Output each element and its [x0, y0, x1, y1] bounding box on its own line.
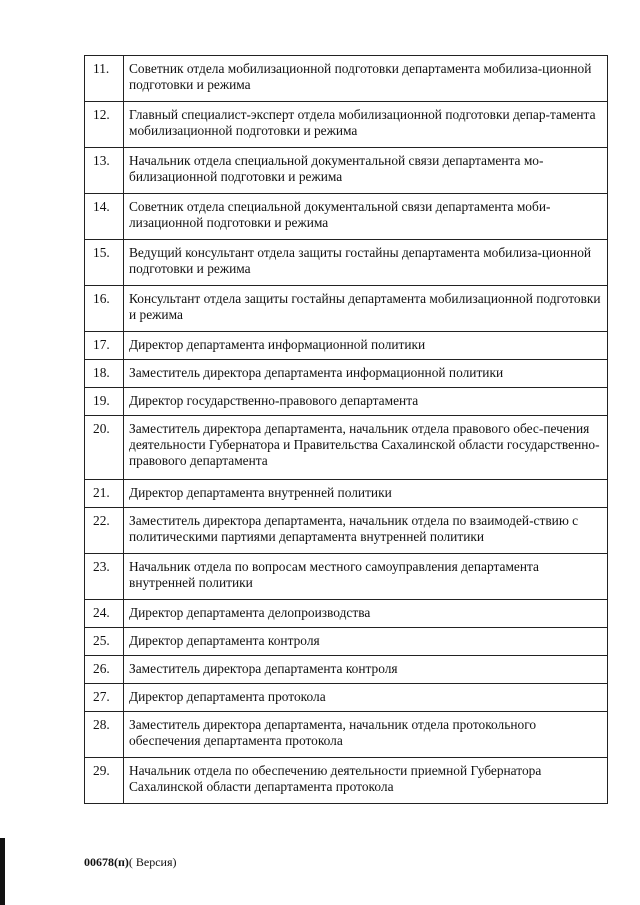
row-number: 18. — [85, 360, 124, 388]
table-row — [85, 148, 608, 194]
positions-table-body — [85, 56, 608, 804]
table-row — [85, 508, 608, 554]
table-row — [85, 712, 608, 758]
position-title: Главный специалист-эксперт отдела мобилизационной подготовки депар-тамента мобилизационной подготовки и режима — [124, 102, 608, 148]
table-row — [85, 480, 608, 508]
row-number: 19. — [85, 388, 124, 416]
position-title: Начальник отдела по обеспечению деятельности приемной Губернатора Сахалинской области департамента протокола — [124, 758, 608, 804]
row-number: 29. — [85, 758, 124, 804]
row-number: 22. — [85, 508, 124, 554]
row-number: 25. — [85, 628, 124, 656]
row-number: 16. — [85, 286, 124, 332]
row-number: 27. — [85, 684, 124, 712]
position-title: Консультант отдела защиты гостайны департамента мобилизационной подготовки и режима — [124, 286, 608, 332]
table-row — [85, 758, 608, 804]
row-number: 21. — [85, 480, 124, 508]
row-number: 14. — [85, 194, 124, 240]
row-number: 11. — [85, 56, 124, 102]
row-number: 28. — [85, 712, 124, 758]
position-title: Директор департамента контроля — [124, 628, 608, 656]
position-title: Директор департамента внутренней политики — [124, 480, 608, 508]
table-row — [85, 360, 608, 388]
position-title: Заместитель директора департамента, начальник отдела правового обес-печения деятельности Губернатора и Правительства Сахалинской области государственно-правового департамента — [124, 416, 608, 480]
table-row — [85, 416, 608, 480]
table-row — [85, 628, 608, 656]
row-number: 24. — [85, 600, 124, 628]
row-number: 26. — [85, 656, 124, 684]
position-title: Директор государственно-правового департамента — [124, 388, 608, 416]
table-row — [85, 240, 608, 286]
row-number: 12. — [85, 102, 124, 148]
position-title: Директор департамента делопроизводства — [124, 600, 608, 628]
document-footer — [84, 855, 177, 870]
position-title: Советник отдела специальной документальной связи департамента моби-лизационной подготовки и режима — [124, 194, 608, 240]
position-title: Советник отдела мобилизационной подготовки департамента мобилиза-ционной подготовки и режима — [124, 56, 608, 102]
table-row — [85, 56, 608, 102]
row-number: 13. — [85, 148, 124, 194]
position-title: Директор департамента информационной политики — [124, 332, 608, 360]
position-title: Начальник отдела специальной документальной связи департамента мо-билизационной подготовки и режима — [124, 148, 608, 194]
position-title: Заместитель директора департамента контроля — [124, 656, 608, 684]
table-row — [85, 554, 608, 600]
table-row — [85, 656, 608, 684]
document-version: ( Версия) — [128, 855, 177, 869]
table-row — [85, 332, 608, 360]
row-number: 20. — [85, 416, 124, 480]
row-number: 23. — [85, 554, 124, 600]
table-row — [85, 102, 608, 148]
table-row — [85, 286, 608, 332]
row-number: 17. — [85, 332, 124, 360]
position-title: Заместитель директора департамента информационной политики — [124, 360, 608, 388]
position-title: Директор департамента протокола — [124, 684, 608, 712]
table-row — [85, 684, 608, 712]
document-code: 00678(п) — [84, 855, 129, 869]
position-title: Заместитель директора департамента, начальник отдела протокольного обеспечения департамента протокола — [124, 712, 608, 758]
position-title: Ведущий консультант отдела защиты гостайны департамента мобилиза-ционной подготовки и режима — [124, 240, 608, 286]
table-row — [85, 194, 608, 240]
position-title: Заместитель директора департамента, начальник отдела по взаимодей-ствию с политическими партиями департамента внутренней политики — [124, 508, 608, 554]
positions-table — [84, 55, 608, 804]
table-row — [85, 388, 608, 416]
scan-edge-mark — [0, 838, 5, 905]
position-title: Начальник отдела по вопросам местного самоуправления департамента внутренней политики — [124, 554, 608, 600]
row-number: 15. — [85, 240, 124, 286]
table-row — [85, 600, 608, 628]
